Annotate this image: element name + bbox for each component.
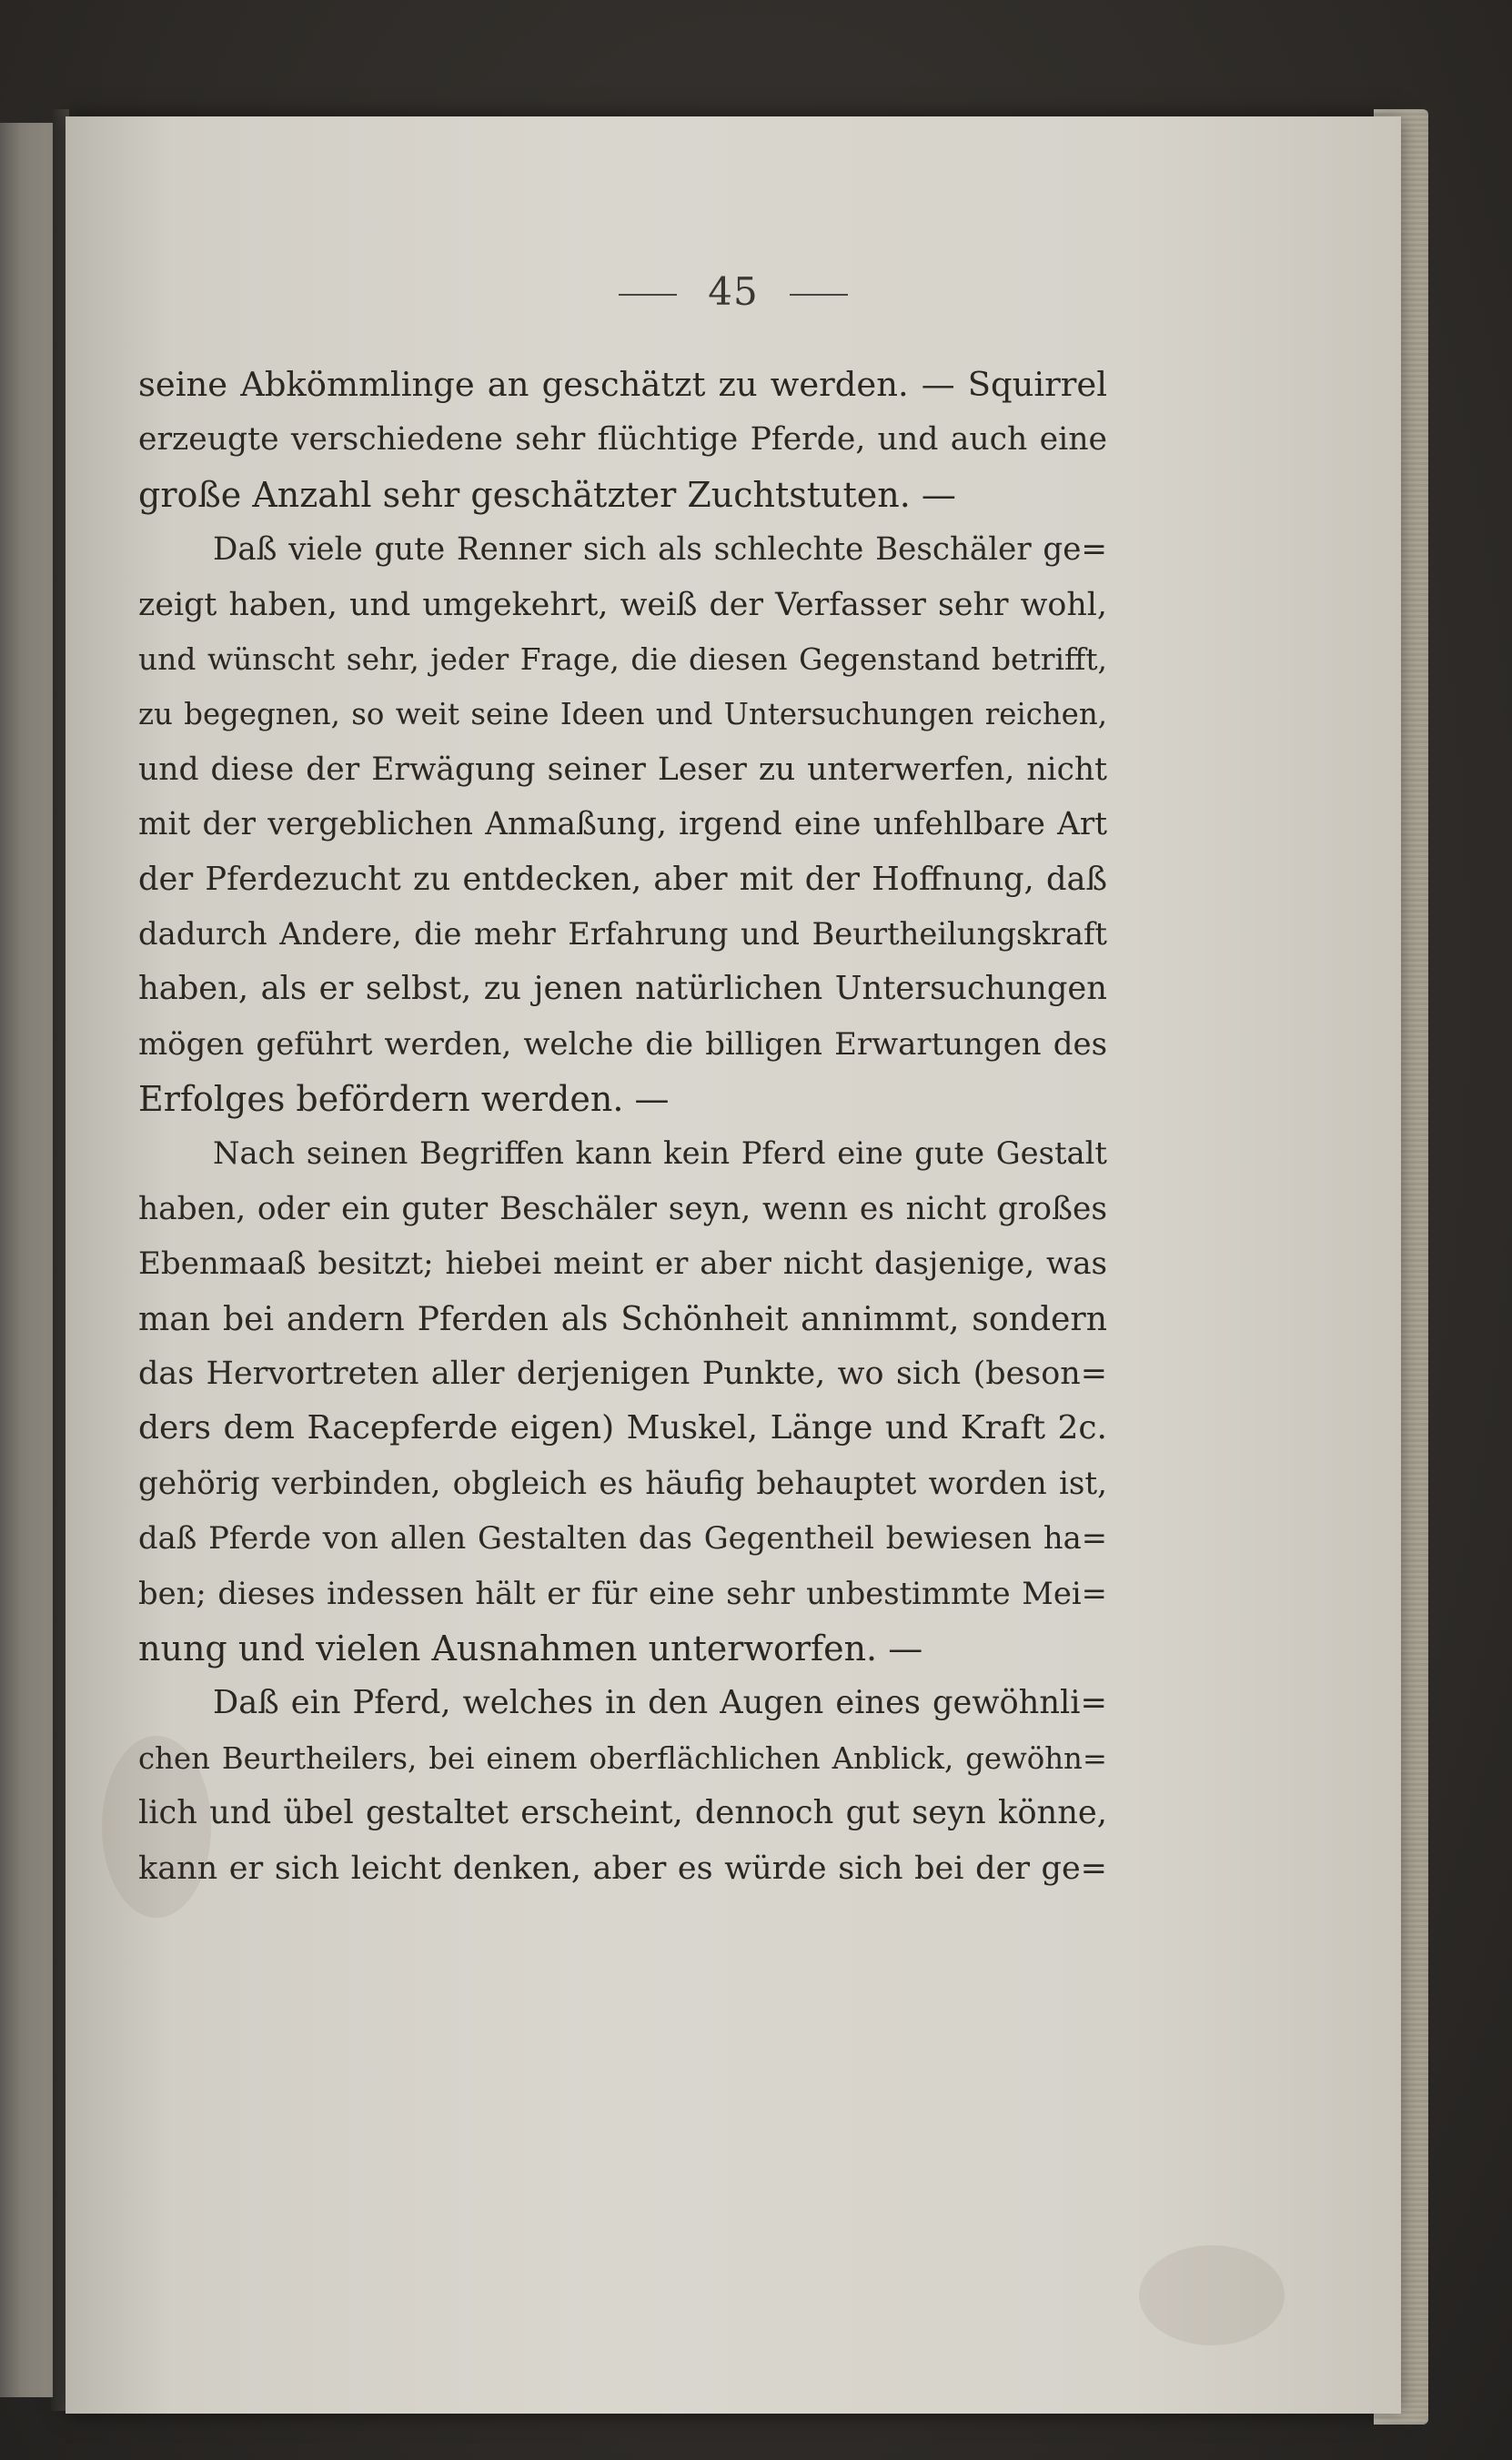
page-number: 45 [708,269,759,314]
text-line: und wünscht sehr, jeder Frage, die diesen Gegenstand betrifft, [138,640,1107,677]
page-header [66,269,1401,314]
text-line: mögen geführt werden, welche die billigen Erwartungen des [138,1025,1107,1063]
text-line: Nach seinen Begriffen kann kein Pferd eine gute Gestalt [213,1135,1107,1172]
text-line: ben; dieses indessen hält er für eine sehr unbestimmte Mei= [138,1575,1107,1611]
paper-stain [1139,2245,1285,2345]
text-line: haben, oder ein guter Beschäler seyn, wenn es nicht großes [138,1190,1107,1227]
facing-page-edge [0,123,53,2397]
text-line: lich und übel gestaltet erscheint, dennoch gut seyn könne, [138,1794,1107,1832]
text-line: Ebenmaaß besitzt; hiebei meint er aber nicht dasjenige, was [138,1245,1107,1283]
text-line: der Pferdezucht zu entdecken, aber mit der Hoffnung, daß [138,860,1107,898]
text-line: zeigt haben, und umgekehrt, weiß der Verfasser sehr wohl, [138,586,1107,623]
text-line: nung und vielen Ausnahmen unterworfen. — [138,1628,923,1669]
text-line: haben, als er selbst, zu jenen natürlichen Untersuchungen [138,970,1107,1008]
text-line: kann er sich leicht denken, aber es würde sich bei der ge= [138,1850,1107,1887]
text-line: mit der vergeblichen Anmaßung, irgend eine unfehlbare Art [138,806,1107,843]
text-line: zu begegnen, so weit seine Ideen und Untersuchungen reichen, [138,697,1107,732]
text-line: große Anzahl sehr geschätzter Zuchtstuten. — [138,474,956,515]
book-page [66,116,1401,2414]
text-line: gehörig verbinden, obgleich es häufig behauptet worden ist, [138,1465,1107,1502]
text-line: daß Pferde von allen Gestalten das Gegentheil bewiesen ha= [138,1520,1107,1557]
text-line: und diese der Erwägung seiner Leser zu unterwerfen, nicht [138,751,1107,788]
text-line: erzeugte verschiedene sehr flüchtige Pferde, und auch eine [138,421,1107,459]
body-text [138,358,1107,1896]
text-line: ders dem Racepferde eigen) Muskel, Länge und Kraft 2c. [138,1409,1107,1447]
header-dash-left [619,294,677,296]
text-line: Daß viele gute Renner sich als schlechte Beschäler ge= [213,531,1107,569]
text-line: chen Beurtheilers, bei einem oberflächlichen Anblick, gewöhn= [138,1740,1107,1776]
text-line: das Hervortreten aller derjenigen Punkte, wo sich (beson= [138,1356,1107,1393]
text-line: Erfolges befördern werden. — [138,1079,670,1120]
text-line: dadurch Andere, die mehr Erfahrung und Beurtheilungskraft [138,915,1107,952]
text-line: Daß ein Pferd, welches in den Augen eines gewöhnli= [213,1684,1107,1722]
header-dash-right [790,294,848,296]
text-line: man bei andern Pferden als Schönheit annimmt, sondern [138,1298,1107,1338]
text-line: seine Abkömmlinge an geschätzt zu werden. — Squirrel [138,365,1107,404]
